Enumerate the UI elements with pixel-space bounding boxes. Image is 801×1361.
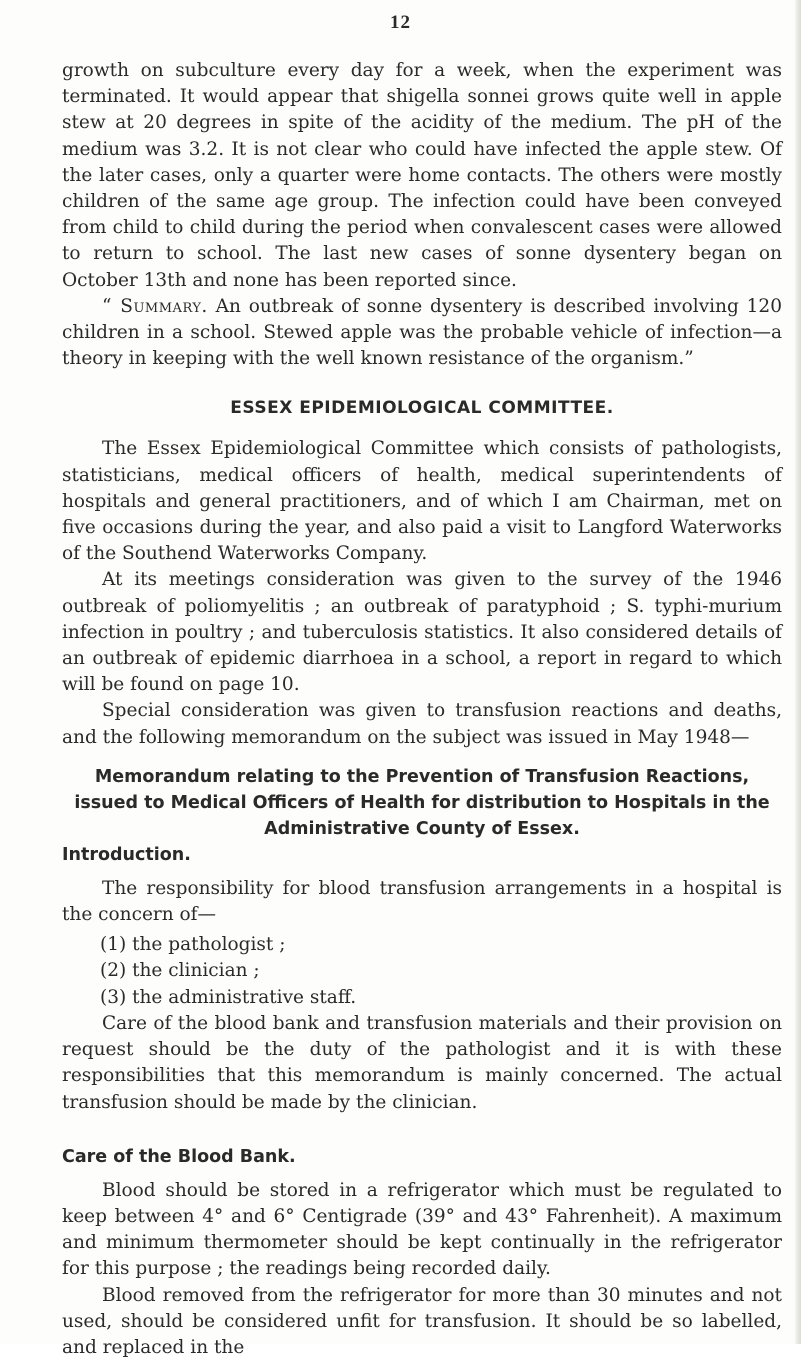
committee-paragraph: At its meetings consideration was given to the survey of the 1946 outbreak of poliomyelitis ; an outbreak of paratyphoid ; S. typhi-murium infection in poultry ; and tuberculosis statistics. It also considered details of an outbreak of epidemic diarrhoea in a school, a report in regard to which will be found on page 10. xyxy=(62,569,782,696)
responsible-parties-list xyxy=(62,932,782,1011)
blood-bank-heading: Care of the Blood Bank. xyxy=(62,1146,296,1167)
blood-bank-paragraph: Blood removed from the refrigerator for more than 30 minutes and not used, should be considered unfit for transfusion. It should be so labelled, and replaced in the xyxy=(62,1284,782,1358)
introduction-close: Care of the blood bank and transfusion materials and their provision on request should be the duty of the pathologist and it is with these responsibilities that this memorandum is mainly concerned. The actual transfusion should be made by the clinician. xyxy=(62,1012,782,1113)
blood-bank-paragraph: Blood should be stored in a refrigerator which must be regulated to keep between 4° and 6° Centigrade (39° and 43° Fahrenheit). A maximum and minimum thermometer should be kept continually in the refrigerator for this purpose ; the readings being recorded daily. xyxy=(62,1179,782,1280)
committee-heading: ESSEX EPIDEMIOLOGICAL COMMITTEE. xyxy=(230,398,614,419)
list-item: (2) the clinician ; xyxy=(100,960,260,982)
committee-paragraph: The Essex Epidemiological Committee which consists of pathologists, statisticians, medical officers of health, medical superintendents of hospitals and general practitioners, and of which I am Chairman, met on five occasions during the year, and also paid a visit to Langford Waterworks of the Southend Waterworks Company. xyxy=(62,438,782,565)
summary-label: “ Summary. xyxy=(102,295,208,317)
introduction-heading: Introduction. xyxy=(62,844,191,865)
continued-paragraph: growth on subculture every day for a week, when the experiment was terminated. It would appear that shigella sonnei grows quite well in apple stew at 20 degrees in spite of the acidity of the medium. The pH of the medium was 3.2. It is not clear who could have infected the apple stew. Of the later cases, only a quarter were home contacts. The others were mostly children of the same age group. The infection could have been conveyed from child to child during the period when convalescent cases were allowed to return to school. The last new cases of sonne dysentery began on October 13th and none has been reported since. xyxy=(62,60,782,291)
page-body xyxy=(62,58,782,1361)
summary-text: An outbreak of sonne dysentery is described involving 120 children in a school. Stewed apple was the probable vehicle of infection—a theory in keeping with the well known resistance of the organism.” xyxy=(62,295,782,370)
memorandum-title: Memorandum relating to the Prevention of Transfusion Reactions, issued to Medical Officers of Health for distribution to Hospitals in the Administrative County of Essex. xyxy=(74,766,770,839)
summary-paragraph xyxy=(62,294,782,373)
page-edge-shadow xyxy=(795,0,801,1344)
committee-paragraph: Special consideration was given to transfusion reactions and deaths, and the following memorandum on the subject was issued in May 1948— xyxy=(62,700,782,748)
list-item: (1) the pathologist ; xyxy=(100,934,286,956)
introduction-lead: The responsibility for blood transfusion arrangements in a hospital is the concern of— xyxy=(62,877,782,926)
list-item: (3) the administrative staff. xyxy=(100,986,357,1008)
page-number: 12 xyxy=(390,12,411,33)
